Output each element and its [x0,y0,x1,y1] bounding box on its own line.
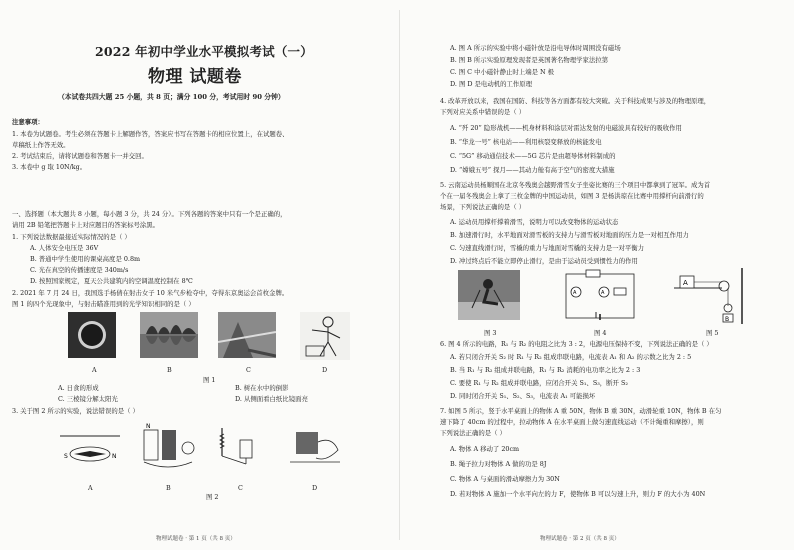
question-4-option: C. “5G” 移动通信技术——5G 芯片是由超导体材料制成的 [450,152,616,160]
question-3-option: B. 图 B 所示实验原理发现者是英国著名物理学家法拉第 [450,56,609,64]
question-1-option: C. 光在真空的传播速度是 340m/s [30,266,129,274]
question-1-option: D. 按照国家规定，夏天公共建筑内的空调温度控制在 8℃ [30,277,193,285]
note-line: 1. 本卷为试题卷。考生必须在答题卡上解题作答，答案应书写在答题卡的相应位置上，在试题卷、 [12,130,289,138]
note-line: 3. 本卷中 g 取 10N/kg。 [12,163,87,171]
figure-4-caption: 图 4 [594,329,607,337]
figure-3-photo [458,270,520,320]
svg-text:A: A [601,290,605,296]
figure-5-pulley [672,266,752,324]
question-4-option: B. “华龙一号” 核电站——利用核裂变释放的核能发电 [450,138,602,146]
figure-2-label: A [88,484,93,492]
question-5-stem: 5. 云南运动员杨顺国在北京冬残奥会越野滑雪女子坐姿比赛的三个项目中都拿到了冠军。成为首 [440,181,711,189]
question-7-option: C. 物体 A 与桌面的滑动摩擦力为 30N [450,475,560,483]
question-4-stem: 下列对应关系中错误的是（ ） [440,108,526,116]
figure-1-drawing-d [300,312,350,360]
figure-2-label: D [312,484,318,492]
question-5-option: B. 加速滑行时，水平地面对滑雪板的支持力与滑雪板对地面的压力是一对相互作用力 [450,231,689,239]
figure-2-drawing-d [286,422,344,472]
question-3-option: D. 图 D 是电动机的工作原理 [450,80,533,88]
notes-heading: 注意事项： [12,118,44,126]
compass-wire-icon [60,424,120,472]
subject-title: 物理 试题卷 [148,67,242,87]
figure-2-drawing-c [210,420,270,472]
question-4-stem: 4. 改革开放以来，我国在国防、科技等各方面都有较大突破。关于科技成果与涉及的物理原理， [440,97,711,105]
figure-2-label: B [166,484,171,492]
section-heading: 一、选择题（本大题共 8 小题，每小题 3 分，共 24 分）。下列各题的答案中只有一个是正确的， [12,210,287,218]
note-line: 2. 考试结束后，请将试题卷和答题卡一并交回。 [12,152,148,160]
question-3-stem: 3. 关于图 2 所示的实验，说法错误的是（ ） [12,407,139,415]
question-7-stem: 下列说法正确的是（ ） [440,429,506,437]
question-7-option: A. 物体 A 移动了 20cm [450,445,520,453]
figure-1-label: B [167,366,172,374]
question-2-option: B. 树在水中的倒影 [235,384,289,392]
question-2-stem: 2. 2021 年 7 月 24 日，我国选手杨倩在射击女子 10 米气步枪夺中，夺得东京奥运会首枚金牌。 [12,289,289,297]
solar-eclipse-icon [68,312,116,358]
prism-light-icon [218,312,276,358]
question-2-stem: 图 1 的四个光现象中，与射击瞄准用到的光学知识相同的是（ ） [12,300,195,308]
figure-5-caption: 图 5 [706,329,719,337]
page-2-footer: 物理试题卷 · 第 2 页（共 8 页） [540,536,620,542]
svg-text:S: S [64,453,68,460]
question-2-option: D. 从侧面看白纸比镜面亮 [235,395,308,403]
svg-text:A: A [573,290,577,296]
exam-title: 2022 年初中学业水平模拟考试（一） [95,44,313,59]
figure-1-photo-b [140,312,198,358]
figure-2-label: C [238,484,243,492]
svg-text:N: N [112,453,117,460]
question-5-stem: 个在一届冬残奥会上拿了三枚金牌的中国运动员，如图 3 是杨洪琼在比赛中用撑杆向前滑行的 [440,192,704,200]
note-line: 草稿纸上作答无效。 [12,141,70,149]
pulley-system-icon [672,266,752,324]
question-5-stem: 场景，下列说法正确的是（ ） [440,203,526,211]
question-6-option: B. 当 R₁ 与 R₂ 组成并联电路，R₁ 与 R₂ 消耗的电功率之比为 2 : 3 [450,366,641,374]
question-5-option: D. 冲过终点后不能立即停止滑行，是由于运动员受到惯性力的作用 [450,257,638,265]
figure-3-caption: 图 3 [484,329,497,337]
page-1-footer: 物理试题卷 · 第 1 页（共 8 页） [156,536,236,542]
question-5-option: A. 运动员用撑杆撑着滑雪，说明力可以改变物体的运动状态 [450,218,619,226]
circuit-diagram-icon [560,268,640,324]
question-4-option: A. “歼 20” 隐形战机——机身材料和涂层对雷达发射的电磁波具有较好的吸收作用 [450,124,682,132]
question-3-option: A. 图 A 所示的实验中将小磁针放是沿电导体时周围没有磁场 [450,44,621,52]
svg-text:A: A [683,279,688,287]
figure-4-circuit [560,268,640,324]
question-4-option: D. “嫦娥五号” 探月——其动力舱有高于空气的密度大措施 [450,166,615,174]
question-3-option: C. 图 C 中小磁针静止时上端是 N 极 [450,68,555,76]
section-heading: 请用 2B 铅笔把答题卡上对应题目的答案标号涂黑。 [12,221,160,229]
svg-text:B: B [725,316,730,323]
question-7-stem: 7. 如图 5 所示，竖于水平桌面上的物体 A 重 50N，物体 B 重 30N，动滑轮重 10N，物体 B 在匀 [440,407,722,415]
person-aiming-icon [300,312,350,360]
question-2-option: A. 日食的形成 [58,384,99,392]
question-6-option: A. 若只闭合开关 S₂ 时 R₁ 与 R₂ 组成串联电路，电流表 A₁ 和 A₂ 的示数之比为 2 : 5 [450,353,692,361]
figure-1-caption: 图 1 [203,376,216,384]
question-6-option: C. 要使 R₁ 与 R₂ 组成并联电路，应闭合开关 S₁、S₃，断开 S₂ [450,379,628,387]
question-7-option: D. 若对物体 A 施加一个水平向左的力 F，使物体 B 可以匀速上升，则力 F 的大小为 40N [450,490,706,498]
figure-2-drawing-b [138,422,198,472]
skier-icon [458,270,520,320]
question-6-option: D. 同时闭合开关 S₁、S₂、S₃，电流表 A₁ 可能损坏 [450,392,596,400]
question-5-option: C. 匀速直线滑行时，雪橇的重力与地面对雪橇的支持力是一对平衡力 [450,244,645,252]
figure-1-label: C [246,366,251,374]
figure-1-photo-c [218,312,276,358]
exam-info: （本试卷共四大题 25 小题，共 8 页；满分 100 分，考试用时 90 分钟） [58,93,285,101]
svg-text:N: N [146,423,151,430]
question-2-option: C. 三棱镜分解太阳光 [58,395,118,403]
motor-hand-icon [286,422,344,472]
figure-1-label: A [92,366,97,374]
page-2 [400,0,794,550]
question-1-stem: 1. 下列说法数据最接近实际情况的是（ ） [12,233,131,241]
question-1-option: B. 普通中学生使用的课桌高度是 0.8m [30,255,141,263]
magnet-coil-icon [138,422,198,472]
electromagnet-icon [210,420,270,472]
question-7-stem: 速下降了 40cm 的过程中，拉动物体 A 在水平桌面上做匀速直线运动（不计绳重和摩擦），则 [440,418,704,426]
question-6-stem: 6. 图 4 所示的电路，R₁ 与 R₂ 的电阻之比为 3 : 2，电源电压保持不变，下列说法正确的是（ ） [440,340,713,348]
figure-2-drawing-a [60,424,120,472]
figure-1-label: D [322,366,328,374]
tree-reflection-icon [140,312,198,358]
question-1-option: A. 人体安全电压是 36V [30,244,99,252]
question-7-option: B. 绳子拉力对物体 A 做的功是 8J [450,460,547,468]
figure-2-caption: 图 2 [206,493,219,501]
figure-1-photo-a [68,312,116,358]
